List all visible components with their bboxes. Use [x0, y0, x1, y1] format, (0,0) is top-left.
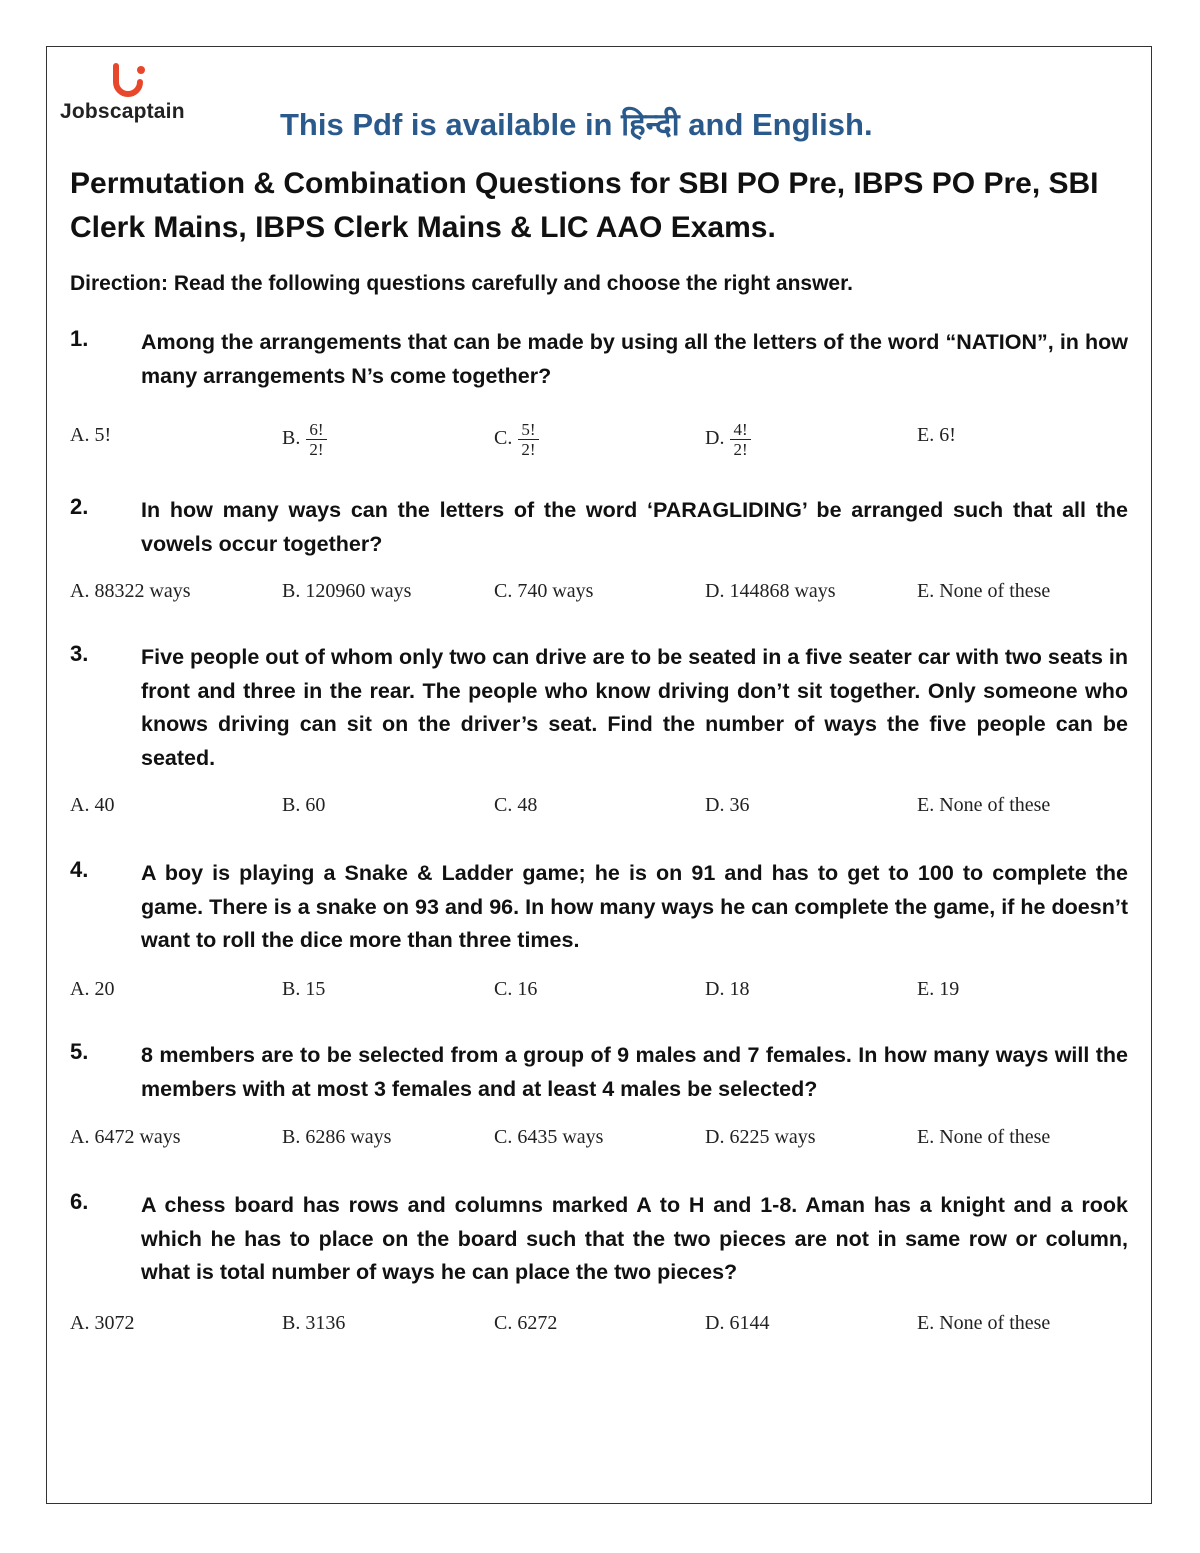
option-d[interactable] — [705, 420, 751, 459]
option-c[interactable]: C. 16 — [494, 978, 538, 1000]
page-title: Permutation & Combination Questions for SBI PO Pre, IBPS PO Pre, SBI Clerk Mains, IBPS Clerk Mains & LIC AAO Exams. — [70, 167, 1099, 244]
numerator: 4! — [730, 420, 750, 440]
options-q4 — [70, 978, 1130, 1008]
denominator: 2! — [521, 440, 536, 459]
option-b[interactable]: B. 3136 — [282, 1312, 346, 1334]
question-number: 2. — [70, 494, 89, 519]
option-e[interactable]: E. None of these — [917, 1312, 1051, 1334]
option-a[interactable]: A. 6472 ways — [70, 1126, 181, 1148]
option-b[interactable]: B. 6286 ways — [282, 1126, 392, 1148]
question-text: A chess board has rows and columns marked A to H and 1-8. Aman has a knight and a rook which he has to place on the board such that the two pieces are not in same row or column, what is total number of ways he can place the two pieces? — [141, 1193, 1128, 1285]
numerator: 6! — [306, 420, 326, 440]
option-d[interactable]: D. 6144 — [705, 1312, 770, 1334]
options-q3 — [70, 794, 1130, 824]
option-a[interactable]: A. 20 — [70, 978, 115, 1000]
denominator: 2! — [733, 440, 748, 459]
denominator: 2! — [309, 440, 324, 459]
option-c[interactable]: C. 6272 — [494, 1312, 558, 1334]
option-e[interactable]: E. 19 — [917, 978, 960, 1000]
jobscaptain-logo — [58, 62, 208, 130]
question-text: Among the arrangements that can be made by using all the letters of the word “NATION”, in how many arrangements N’s come together? — [141, 330, 1128, 388]
option-e[interactable]: E. 6! — [917, 424, 956, 446]
option-e[interactable]: E. None of these — [917, 580, 1051, 602]
fraction — [518, 420, 538, 459]
question-text: Five people out of whom only two can drive are to be seated in a five seater car with two seats in front and three in the rear. The people who know driving don’t sit together. Only someone who knows driving can sit on the driver’s seat. Find the number of ways the five people can be seated. — [141, 645, 1128, 770]
option-b[interactable] — [282, 420, 327, 459]
options-q1 — [70, 420, 1130, 459]
option-c[interactable]: C. 6435 ways — [494, 1126, 604, 1148]
option-label: D. — [705, 427, 725, 450]
option-e[interactable]: E. None of these — [917, 1126, 1051, 1148]
question-text: In how many ways can the letters of the word ‘PARAGLIDING’ be arranged such that all the vowels occur together? — [141, 498, 1128, 556]
option-d[interactable]: D. 6225 ways — [705, 1126, 816, 1148]
option-a[interactable]: A. 40 — [70, 794, 115, 816]
option-b[interactable]: B. 120960 ways — [282, 580, 412, 602]
availability-banner: This Pdf is available in हिन्दी and English. — [280, 107, 873, 142]
direction-text: Direction: Read the following questions carefully and choose the right answer. — [70, 272, 853, 295]
option-a[interactable]: A. 3072 — [70, 1312, 135, 1334]
fraction — [306, 420, 326, 459]
option-b[interactable]: B. 15 — [282, 978, 326, 1000]
option-d[interactable]: D. 36 — [705, 794, 750, 816]
logo-text: Jobscaptain — [60, 100, 185, 123]
logo-mark-icon — [108, 62, 148, 100]
question-text: 8 members are to be selected from a group of 9 males and 7 females. In how many ways will the members with at most 3 females and at least 4 males be selected? — [141, 1043, 1128, 1101]
numerator: 5! — [518, 420, 538, 440]
option-e[interactable]: E. None of these — [917, 794, 1051, 816]
option-c[interactable]: C. 48 — [494, 794, 538, 816]
question-number: 6. — [70, 1189, 89, 1214]
question-text: A boy is playing a Snake & Ladder game; he is on 91 and has to get to 100 to complete the game. There is a snake on 93 and 96. In how many ways he can complete the game, if he doesn’t want to roll the dice more than three times. — [141, 861, 1128, 953]
option-c[interactable] — [494, 420, 539, 459]
options-q6 — [70, 1312, 1130, 1342]
option-d[interactable]: D. 18 — [705, 978, 750, 1000]
fraction — [730, 420, 750, 459]
option-d[interactable]: D. 144868 ways — [705, 580, 836, 602]
option-c[interactable]: C. 740 ways — [494, 580, 594, 602]
option-a[interactable]: A. 5! — [70, 424, 112, 446]
options-q2 — [70, 580, 1130, 610]
question-number: 4. — [70, 857, 89, 882]
option-label: B. — [282, 427, 301, 450]
options-q5 — [70, 1126, 1130, 1156]
option-label: C. — [494, 427, 513, 450]
question-number: 5. — [70, 1039, 89, 1064]
question-number: 1. — [70, 326, 89, 351]
option-b[interactable]: B. 60 — [282, 794, 326, 816]
question-number: 3. — [70, 641, 89, 666]
option-a[interactable]: A. 88322 ways — [70, 580, 191, 602]
